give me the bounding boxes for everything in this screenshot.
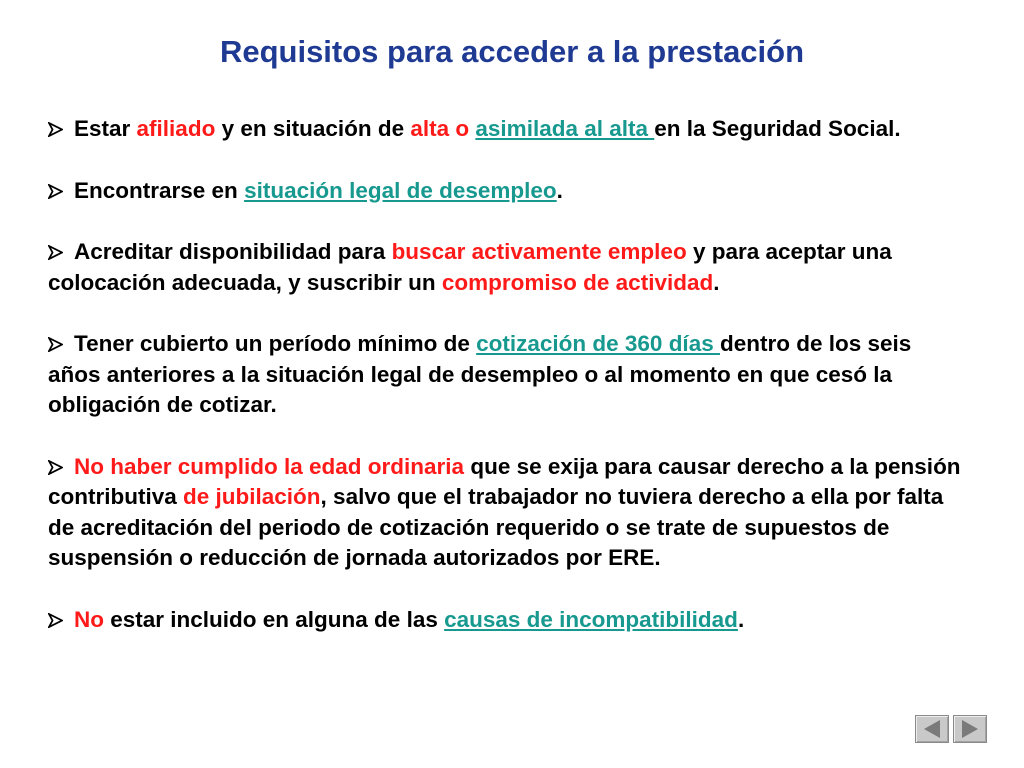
requirement-item <box>48 237 968 298</box>
hyperlink[interactable]: asimilada al alta <box>475 116 655 141</box>
body-text: Acreditar disponibilidad para <box>74 239 392 264</box>
slide-title: Requisitos para acceder a la prestación <box>219 34 805 69</box>
highlighted-text: buscar activamente empleo <box>391 239 687 264</box>
previous-slide-button[interactable] <box>915 715 949 743</box>
arrow-bullet-icon <box>48 176 74 207</box>
body-text: Estar <box>74 116 137 141</box>
arrow-bullet-icon <box>48 605 74 636</box>
requirement-item <box>48 329 968 421</box>
body-text: estar incluido en alguna de las <box>104 606 445 632</box>
body-text: , salvo que el trabajador no tuviera derecho a ella por falta de acreditación del periodo de cotización requerido o se trate de supuestos de suspensión o reducción de jornada autorizados por ERE. <box>48 484 944 570</box>
requirement-item <box>48 452 968 574</box>
triangle-right-icon <box>959 719 981 739</box>
highlighted-text: No haber cumplido la edad ordinaria <box>74 453 465 479</box>
arrow-bullet-icon <box>48 452 74 483</box>
body-text: . <box>713 269 720 295</box>
body-text: y para aceptar una colocación adecuada, y suscribir un <box>48 239 892 295</box>
body-text: dentro de los seis años anteriores a la situación legal de desempleo o al momento en que cesó la obligación de cotizar. <box>48 331 912 417</box>
requirements-list <box>48 114 968 666</box>
requirement-item <box>48 605 968 636</box>
requirement-item <box>48 176 968 207</box>
highlighted-text: compromiso de actividad <box>441 269 714 295</box>
requirement-item <box>48 114 968 145</box>
arrow-bullet-icon <box>48 114 74 145</box>
arrow-bullet-icon <box>48 237 74 268</box>
next-slide-button[interactable] <box>953 715 987 743</box>
body-text: . <box>556 177 563 203</box>
body-text: . <box>737 606 745 632</box>
highlighted-text: alta o <box>410 116 476 141</box>
body-text: Encontrarse en <box>74 177 245 203</box>
hyperlink[interactable]: cotización de 360 días <box>476 331 720 356</box>
hyperlink[interactable]: causas de incompatibilidad <box>444 606 738 632</box>
highlighted-text: afiliado <box>136 116 216 141</box>
body-text: y en situación de <box>215 116 411 141</box>
arrow-bullet-icon <box>48 329 74 360</box>
body-text: en la Seguridad Social. <box>654 116 901 141</box>
body-text: que se exija para causar derecho a la pensión contributiva <box>48 453 961 509</box>
triangle-left-icon <box>921 719 943 739</box>
hyperlink[interactable]: situación legal de desempleo <box>244 177 557 203</box>
body-text: Tener cubierto un período mínimo de <box>74 331 477 356</box>
highlighted-text: No <box>74 606 104 632</box>
highlighted-text: de jubilación <box>183 484 321 509</box>
